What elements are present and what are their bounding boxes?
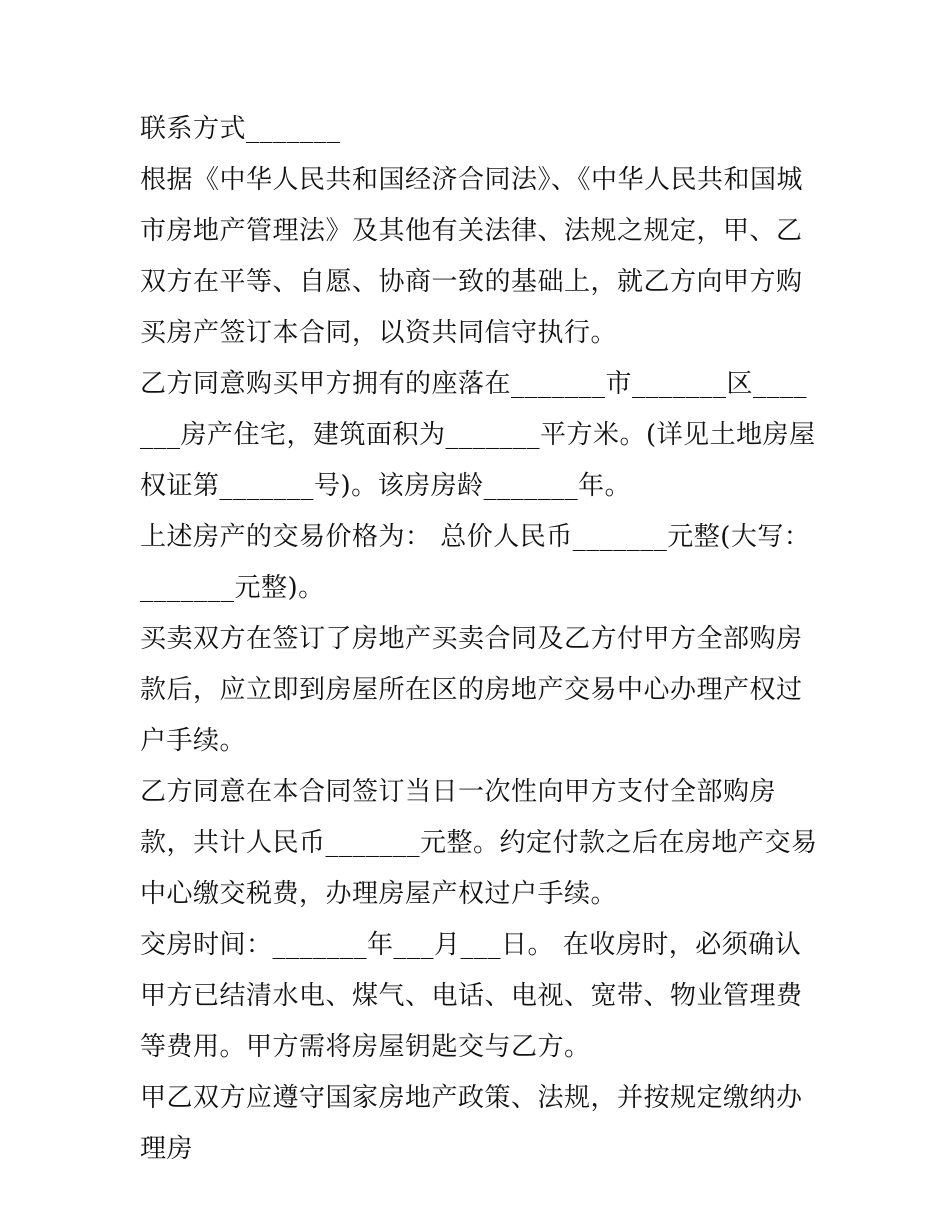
paragraph-price: 上述房产的交易价格为： 总价人民币_______元整(大写：_______元整)。	[140, 522, 811, 603]
paragraph-handover: 交房时间：_______年___月___日。 在收房时，必须确认甲方已结清水电、煤气、电话、电视、宽带、物业管理费等费用。甲方需将房屋钥匙交与乙方。	[140, 930, 803, 1062]
paragraph-legal-basis: 根据《中华人民共和国经济合同法》、《中华人民共和国城市房地产管理法》及其他有关法律、法规之规定，甲、乙双方在平等、自愿、协商一致的基础上，就乙方向甲方购买房产签订本合同，以资共同信守执行。	[140, 165, 804, 348]
paragraph-compliance: 甲乙双方应遵守国家房地产政策、法规，并按规定缴纳办理房	[140, 1083, 803, 1164]
paragraph-transfer: 买卖双方在签订了房地产买卖合同及乙方付甲方全部购房款后，应立即到房屋所在区的房地产交易中心办理产权过户手续。	[140, 624, 803, 756]
contract-body	[140, 104, 820, 1175]
paragraph-property-details: 乙方同意购买甲方拥有的座落在_______市_______区_______房产住宅，建筑面积为_______平方米。(详见土地房屋权证第_______号)。该房房龄_______年。	[140, 369, 816, 501]
paragraph-payment: 乙方同意在本合同签订当日一次性向甲方支付全部购房款，共计人民币_______元整。约定付款之后在房地产交易中心缴交税费，办理房屋产权过户手续。	[140, 777, 818, 909]
paragraph-contact: 联系方式_______	[140, 114, 341, 144]
